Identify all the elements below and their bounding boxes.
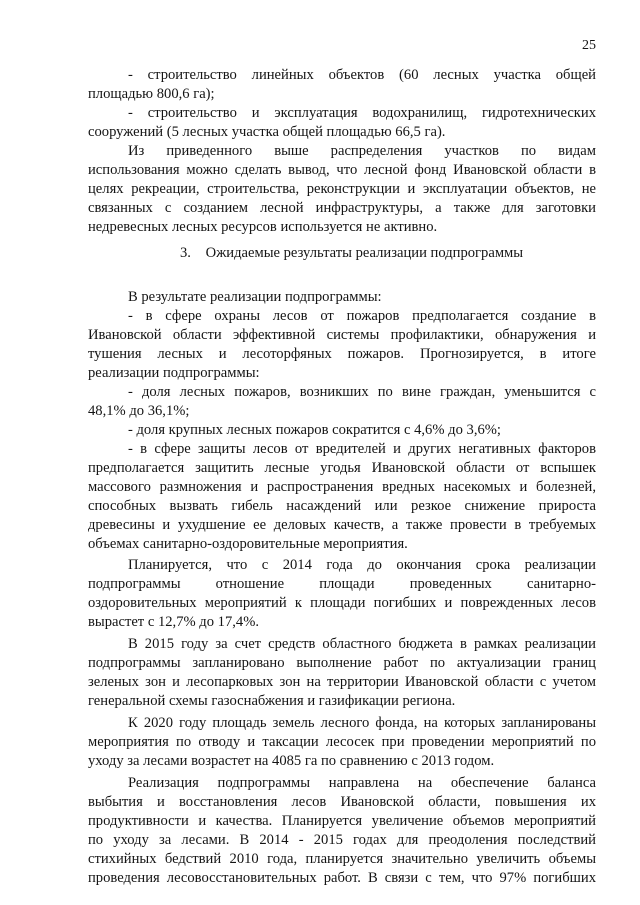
paragraph (88, 104, 596, 142)
text-line: площадью 800,6 га); (88, 86, 215, 102)
text-line: использования можно сделать вывод, что лесной фонд Ивановской области в (88, 162, 596, 178)
text-line: Из приведенного выше распределения участков по видам (128, 143, 596, 159)
text-line: предполагается защитить лесные угодья Ивановской области от вспышек (88, 460, 596, 476)
text-line: проведения лесовосстановительных работ. В связи с тем, что 97% погибших (88, 870, 596, 886)
text-line: Реализация подпрограммы направлена на обеспечение баланса (128, 775, 596, 791)
text-line: массового размножения и распространения вредных насекомых и болезней, (88, 479, 596, 495)
text-line: - строительство и эксплуатация водохранилищ, гидротехнических (128, 105, 596, 121)
text-line: по уходу за лесами. В 2014 - 2015 годах для преодоления последствий (88, 832, 596, 848)
paragraph (88, 774, 596, 888)
text-line: - доля лесных пожаров, возникших по вине граждан, уменьшится с (128, 384, 596, 400)
text-line: стихийных бедствий 2010 года, планируется значительно увеличить объемы (88, 851, 596, 867)
text-line: недревесных лесных ресурсов используется не активно. (88, 219, 438, 235)
text-line: - в сфере охраны лесов от пожаров предполагается создание в (128, 308, 596, 324)
paragraph (88, 383, 596, 421)
paragraph (88, 307, 596, 383)
text-line: - в сфере защиты лесов от вредителей и других негативных факторов (128, 441, 596, 457)
section-title: Ожидаемые результаты реализации подпрограммы (205, 245, 524, 261)
text-line: К 2020 году площадь земель лесного фонда, на которых запланированы (128, 715, 596, 731)
paragraph (88, 714, 596, 771)
paragraph (88, 440, 596, 554)
text-line: способных вызвать гибель насаждений или резкое снижение прироста (88, 498, 596, 514)
text-line: сооружений (5 лесных участка общей площадью 66,5 га). (88, 124, 446, 140)
text-line: генеральной схемы газоснабжения и газификации региона. (88, 693, 456, 709)
text-line: В 2015 году за счет средств областного бюджета в рамках реализации (128, 636, 596, 652)
text-line: мероприятия по отводу и таксации лесосек при проведении мероприятий по (88, 734, 596, 750)
text-line: подпрограммы отношение площади проведенных санитарно- (88, 576, 596, 592)
paragraph (88, 556, 596, 632)
text-line: оздоровительных мероприятий к площади погибших и поврежденных лесов (88, 595, 596, 611)
paragraph (88, 421, 596, 440)
page-content (88, 66, 596, 888)
text-line: В результате реализации подпрограммы: (128, 289, 382, 305)
text-line: выбытия и восстановления лесов Ивановской области, повышения их (88, 794, 596, 810)
paragraph (88, 288, 596, 307)
text-line: Ивановской области эффективной системы профилактики, обнаружения и (88, 327, 596, 343)
text-line: объемах санитарно-оздоровительные мероприятия. (88, 536, 408, 552)
text-line: реализации подпрограммы: (88, 365, 260, 381)
text-line: 48,1% до 36,1%; (88, 403, 190, 419)
section-intro (88, 66, 596, 237)
text-line: целях рекреации, строительства, реконструкции и эксплуатации объектов, не (88, 181, 596, 197)
text-line: - строительство линейных объектов (60 лесных участка общей (128, 67, 596, 83)
text-line: уходу за лесами возрастет на 4085 га по сравнению с 2013 годом. (88, 753, 495, 769)
paragraph (88, 635, 596, 711)
text-line: Планируется, что с 2014 года до окончания срока реализации (128, 557, 596, 573)
text-line: вырастет с 12,7% до 17,4%. (88, 614, 260, 630)
section-heading (88, 244, 596, 263)
section-expected-results (88, 288, 596, 888)
section-number: 3. (180, 245, 191, 261)
text-line: зеленых зон и лесопарковых зон на территории Ивановской области с учетом (88, 674, 596, 690)
text-line: продуктивности и качества. Планируется увеличение объемов мероприятий (88, 813, 596, 829)
text-line: связанных с созданием лесной инфраструктуры, а также для заготовки (88, 200, 596, 216)
paragraph (88, 66, 596, 104)
text-line: подпрограммы запланировано выполнение работ по актуализации границ (88, 655, 596, 671)
page-number: 25 (582, 38, 596, 53)
text-line: - доля крупных лесных пожаров сократится с 4,6% до 3,6%; (128, 422, 501, 438)
text-line: тушения лесных и лесоторфяных пожаров. Прогнозируется, в итоге (88, 346, 596, 362)
text-line: древесины и ухудшение ее деловых качеств, а также провести в требуемых (88, 517, 596, 533)
paragraph (88, 142, 596, 237)
